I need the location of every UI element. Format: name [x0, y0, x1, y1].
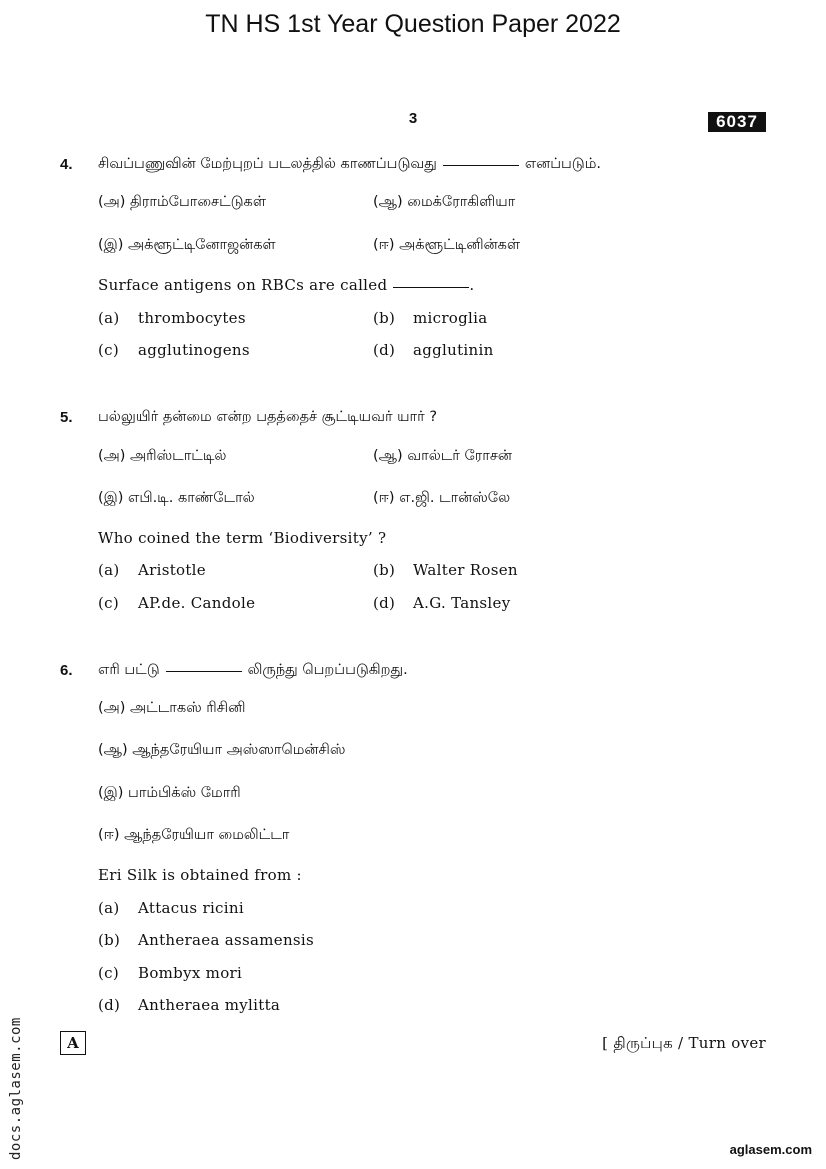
option-text: agglutinin: [413, 341, 494, 359]
tamil-option: [98, 785, 241, 803]
option-label: (அ): [98, 194, 126, 210]
option-text: Attacus ricini: [138, 899, 244, 917]
option-label: (ஆ): [373, 194, 403, 210]
option-text: AP.de. Candole: [138, 594, 256, 612]
side-watermark: docs.aglasem.com: [8, 1017, 24, 1160]
tamil-option: [98, 448, 226, 466]
option-label: (b): [373, 309, 396, 327]
option-label: (ஈ): [373, 237, 395, 253]
question-number: 5.: [60, 409, 73, 426]
question-tamil-text: [98, 662, 408, 680]
answer-blank: [443, 164, 519, 166]
tamil-option: [98, 490, 255, 508]
option-label: (இ): [98, 237, 124, 253]
option-label: (d): [98, 996, 121, 1014]
option-label: (ஈ): [98, 827, 120, 843]
option-text: A.G. Tansley: [413, 594, 511, 612]
tamil-option: [373, 490, 510, 508]
tamil-option: [98, 700, 245, 718]
option-text: Aristotle: [138, 561, 206, 579]
option-text: அரிஸ்டாட்டில்: [130, 448, 227, 464]
option-text: திராம்போசைட்டுகள்: [130, 194, 266, 210]
question-tamil-text: பல்லுயிர் தன்மை என்ற பதத்தைச் சூட்டியவர் யார் ?: [98, 409, 438, 425]
tamil-option: [98, 237, 276, 255]
question-number: 6.: [60, 662, 73, 679]
option-label: (a): [98, 309, 120, 327]
option-label: (c): [98, 964, 120, 982]
footer-brand: aglasem.com: [729, 1142, 812, 1157]
option-label: (b): [373, 561, 396, 579]
option-text: agglutinogens: [138, 341, 250, 359]
question-english-text-pre: Surface antigens on RBCs are called: [98, 276, 388, 294]
option-label: (இ): [98, 785, 124, 801]
question-english-text: Eri Silk is obtained from :: [98, 866, 302, 884]
question-tamil-text-post: லிருந்து பெறப்படுகிறது.: [247, 662, 408, 678]
tamil-option: [98, 827, 289, 845]
option-text: அக்ளூட்டினின்கள்: [399, 237, 521, 253]
option-text: ஆந்தரேயியா மைலிட்டா: [124, 827, 290, 843]
option-text: Walter Rosen: [413, 561, 518, 579]
question-tamil-text-pre: சிவப்பணுவின் மேற்புறப் படலத்தில் காணப்படுவது: [98, 156, 437, 172]
set-label-box: A: [60, 1031, 86, 1055]
tamil-option: [373, 448, 512, 466]
option-label: (அ): [98, 448, 126, 464]
option-text: எ.ஜி. டான்ஸ்லே: [399, 490, 511, 506]
answer-blank: [166, 670, 242, 672]
question-number: 4.: [60, 156, 73, 173]
question-tamil-text-pre: எரி பட்டு: [98, 662, 160, 678]
paper-code-badge: 6037: [708, 112, 766, 132]
tamil-option: [373, 237, 520, 255]
tamil-option: [98, 194, 266, 212]
option-label: (அ): [98, 700, 126, 716]
option-text: Antheraea mylitta: [138, 996, 281, 1014]
option-text: அட்டாகஸ் ரிசினி: [130, 700, 246, 716]
tamil-option: [373, 194, 515, 212]
option-label: (d): [373, 594, 396, 612]
option-text: எபி.டி. காண்டோல்: [128, 490, 255, 506]
option-label: (c): [98, 594, 120, 612]
option-text: thrombocytes: [138, 309, 246, 327]
turn-over-label: [ திருப்புக / Turn over: [602, 1034, 766, 1052]
page-number: 3: [408, 110, 418, 127]
option-text: microglia: [413, 309, 488, 327]
question-english-text: [98, 276, 474, 294]
option-text: Antheraea assamensis: [138, 931, 314, 949]
option-label: (c): [98, 341, 120, 359]
option-label: (a): [98, 899, 120, 917]
option-text: Bombyx mori: [138, 964, 243, 982]
question-english-text: Who coined the term ‘Biodiversity’ ?: [98, 529, 387, 547]
option-text: பாம்பிக்ஸ் மோரி: [128, 785, 241, 801]
option-label: (b): [98, 931, 121, 949]
option-text: வால்டர் ரோசன்: [407, 448, 512, 464]
option-label: (a): [98, 561, 120, 579]
question-english-text-post: .: [469, 276, 475, 294]
question-tamil-text: [98, 156, 601, 174]
option-label: (ஆ): [98, 742, 128, 758]
option-label: (இ): [98, 490, 124, 506]
answer-blank: [393, 286, 469, 288]
tamil-option: [98, 742, 345, 760]
option-text: அக்ளூட்டினோஜன்கள்: [128, 237, 276, 253]
option-text: ஆந்தரேயியா அஸ்ஸாமென்சிஸ்: [132, 742, 346, 758]
question-tamil-text-post: எனப்படும்.: [524, 156, 602, 172]
option-label: (ஆ): [373, 448, 403, 464]
option-label: (ஈ): [373, 490, 395, 506]
page-title: TN HS 1st Year Question Paper 2022: [205, 10, 621, 38]
option-text: மைக்ரோகிளியா: [407, 194, 516, 210]
option-label: (d): [373, 341, 396, 359]
